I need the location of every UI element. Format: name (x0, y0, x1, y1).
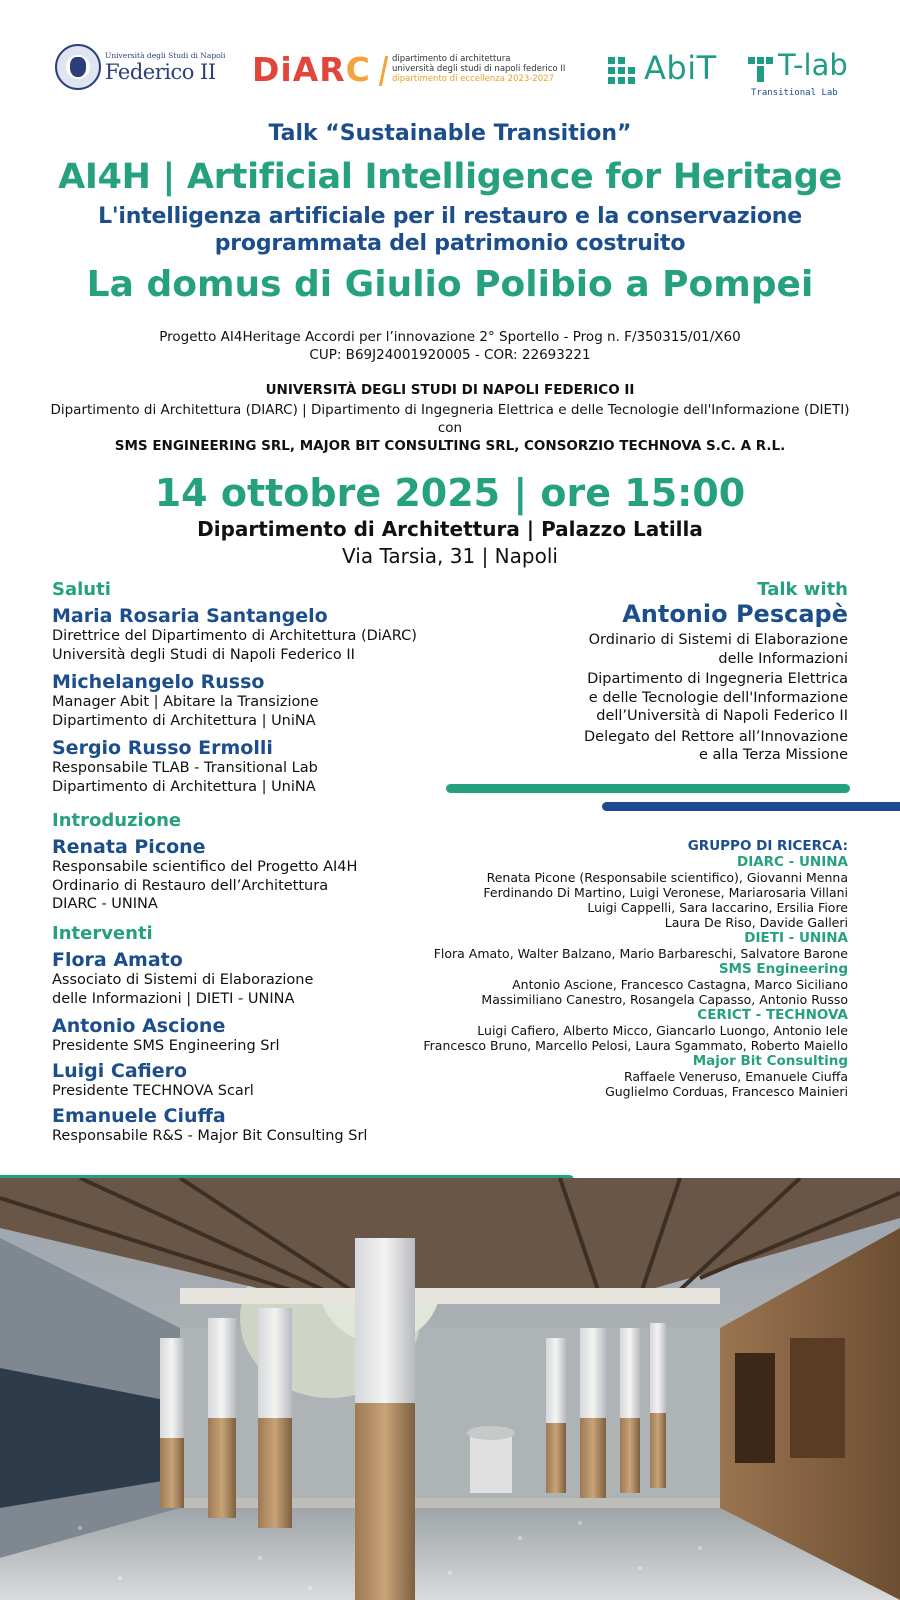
talk-with-name: Antonio Pescapè (622, 600, 848, 628)
federico-logo-small-text: Università degli Studi di Napoli (105, 51, 226, 60)
con-text: con (437, 420, 463, 436)
domus-photo (0, 1178, 900, 1600)
introduzione-person (52, 836, 357, 914)
project-line-2: CUP: B69J24001920005 - COR: 22693221 (309, 347, 591, 363)
research-subgroup-name: DIETI - UNINA (744, 930, 848, 946)
tlab-logo-subtitle: Transitional Lab (751, 88, 838, 98)
research-member-line: Francesco Bruno, Marcello Pelosi, Laura Sgammato, Roberto Maiello (423, 1038, 848, 1053)
person-role-line: Responsabile TLAB - Transitional Lab (52, 760, 318, 776)
tlab-mark-icon (748, 57, 774, 83)
person-role-line: Manager Abit | Abitare la Transizione (52, 694, 319, 710)
saluti-heading: Saluti (52, 579, 111, 600)
person-role-line: Presidente SMS Engineering Srl (52, 1038, 280, 1054)
person-name: Luigi Cafiero (52, 1060, 188, 1082)
abit-logo (608, 49, 733, 88)
project-line-1: Progetto AI4Heritage Accordi per l’innovazione 2° Sportello - Prog n. F/350315/01/X60 (159, 329, 741, 345)
diarc-line-2: università degli studi di napoli federico II (392, 64, 566, 74)
interventi-person (52, 1015, 280, 1056)
person-name: Sergio Russo Ermolli (52, 737, 273, 759)
talk-with-heading: Talk with (757, 579, 848, 600)
person-name: Antonio Ascione (52, 1015, 226, 1037)
person-role-line: Università degli Studi di Napoli Federico II (52, 646, 355, 663)
departments: Dipartimento di Architettura (DIARC) | Dipartimento di Ingegneria Elettrica e delle Tecnologie dell'Informazione (DIETI) (50, 402, 850, 418)
domus-title: La domus di Giulio Polibio a Pompei (86, 264, 814, 305)
person-role-line: Responsabile R&S - Major Bit Consulting Srl (52, 1128, 368, 1144)
person-role-line: Dipartimento di Architettura | UniNA (52, 712, 316, 729)
research-member-line: Guglielmo Corduas, Francesco Mainieri (605, 1084, 848, 1099)
subtitle-line-1: L'intelligenza artificiale per il restauro e la conservazione (98, 204, 802, 229)
person-role-line: Responsabile scientifico del Progetto AI4H (52, 859, 358, 875)
talk-with-role-line: dell’Università di Napoli Federico II (596, 708, 848, 724)
domus-atrium-illustration (0, 1178, 900, 1600)
university-name: UNIVERSITÀ DEGLI STUDI DI NAPOLI FEDERICO II (265, 382, 635, 398)
tlab-logo-word: T-lab (778, 48, 848, 82)
talk-with-role-line: delle Informazioni (718, 650, 848, 667)
person-role-line: Ordinario di Restauro dell’Architettura (52, 877, 329, 894)
research-member-line: Luigi Cappelli, Sara Iaccarino, Ersilia Fiore (587, 900, 848, 915)
research-member-line: Massimiliano Canestro, Rosangela Capasso, Antonio Russo (481, 992, 848, 1007)
research-subgroup-name: Major Bit Consulting (692, 1053, 848, 1069)
federico-ii-logo (55, 42, 226, 92)
research-member-line: Ferdinando Di Martino, Luigi Veronese, Mariarosaria Villani (483, 885, 848, 900)
diarc-logo-text (392, 54, 565, 84)
research-member-line: Laura De Riso, Davide Galleri (664, 915, 848, 930)
talk-with-role (584, 631, 848, 765)
person-role-line: DIARC - UNINA (52, 896, 158, 912)
event-address: Via Tarsia, 31 | Napoli (342, 544, 558, 568)
green-divider-bar (446, 784, 850, 793)
university-seal-icon (55, 44, 101, 90)
interventi-heading: Interventi (52, 923, 153, 944)
introduzione-heading: Introduzione (52, 810, 182, 831)
blue-divider-bar (602, 802, 900, 811)
diarc-line-3: dipartimento di eccellenza 2023-2027 (392, 74, 554, 84)
research-group (423, 838, 848, 1099)
research-subgroup-name: SMS Engineering (718, 961, 848, 977)
talk-with-role-line: e alla Terza Missione (698, 747, 848, 763)
saluti-person (52, 737, 318, 796)
main-title: AI4H | Artificial Intelligence for Heritage (58, 157, 842, 197)
partners: SMS ENGINEERING SRL, MAJOR BIT CONSULTING SRL, CONSORZIO TECHNOVA S.C. A R.L. (114, 438, 786, 454)
person-name: Emanuele Ciuffa (52, 1105, 226, 1127)
diarc-line-1: dipartimento di architettura (392, 54, 511, 64)
interventi-person (52, 1105, 367, 1146)
person-role-line: Presidente TECHNOVA Scarl (52, 1083, 254, 1099)
event-place: Dipartimento di Architettura | Palazzo Latilla (197, 517, 703, 541)
interventi-person (52, 1060, 254, 1101)
subtitle-line-2: programmata del patrimonio costruito (214, 231, 686, 256)
person-role-line: Dipartimento di Architettura | UniNA (52, 778, 316, 795)
person-name: Flora Amato (52, 949, 183, 971)
research-member-line: Raffaele Veneruso, Emanuele Ciuffa (623, 1069, 848, 1084)
talk-title: Talk “Sustainable Transition” (268, 121, 632, 146)
interventi-person (52, 949, 313, 1008)
diarc-logo-word-part2: C (345, 50, 371, 89)
research-member-line: Renata Picone (Responsabile scientifico), Giovanni Menna (486, 870, 848, 885)
person-name: Maria Rosaria Santangelo (52, 605, 328, 627)
talk-with-role-line: Delegato del Rettore all’Innovazione (584, 728, 848, 745)
talk-with-role-line: Ordinario di Sistemi di Elaborazione (588, 632, 848, 648)
research-subgroup-name: DIARC - UNINA (736, 854, 848, 870)
person-name: Michelangelo Russo (52, 671, 265, 693)
person-name: Renata Picone (52, 836, 206, 858)
person-role-line: Associato di Sistemi di Elaborazione (52, 972, 314, 988)
talk-with-role-line: e delle Tecnologie dell'Informazione (588, 689, 848, 706)
saluti-person (52, 605, 417, 664)
diarc-logo-word-part1: DiAR (252, 50, 346, 89)
research-member-line: Flora Amato, Walter Balzano, Mario Barbareschi, Salvatore Barone (433, 946, 848, 961)
federico-logo-big-text: Federico II (105, 60, 216, 84)
talk-with-role-line: Dipartimento di Ingegneria Elettrica (587, 671, 848, 687)
research-member-line: Antonio Ascione, Francesco Castagna, Marco Siciliano (512, 977, 848, 992)
diarc-logo (252, 50, 582, 92)
person-role-line: Direttrice del Dipartimento di Architettura (DiARC) (52, 628, 417, 644)
person-role-line: delle Informazioni | DIETI - UNINA (52, 990, 295, 1007)
research-subgroup-name: CERICT - TECHNOVA (697, 1007, 848, 1023)
abit-grid-icon (608, 57, 636, 85)
saluti-person (52, 671, 319, 730)
diarc-logo-word (252, 50, 371, 89)
tlab-logo (748, 48, 858, 100)
abit-logo-word: AbiT (644, 49, 717, 87)
event-date: 14 ottobre 2025 | ore 15:00 (154, 471, 746, 515)
diarc-slash-icon (379, 56, 388, 86)
research-group-heading: GRUPPO DI RICERCA: (687, 838, 848, 854)
research-member-line: Luigi Cafiero, Alberto Micco, Giancarlo Luongo, Antonio Iele (477, 1023, 848, 1038)
